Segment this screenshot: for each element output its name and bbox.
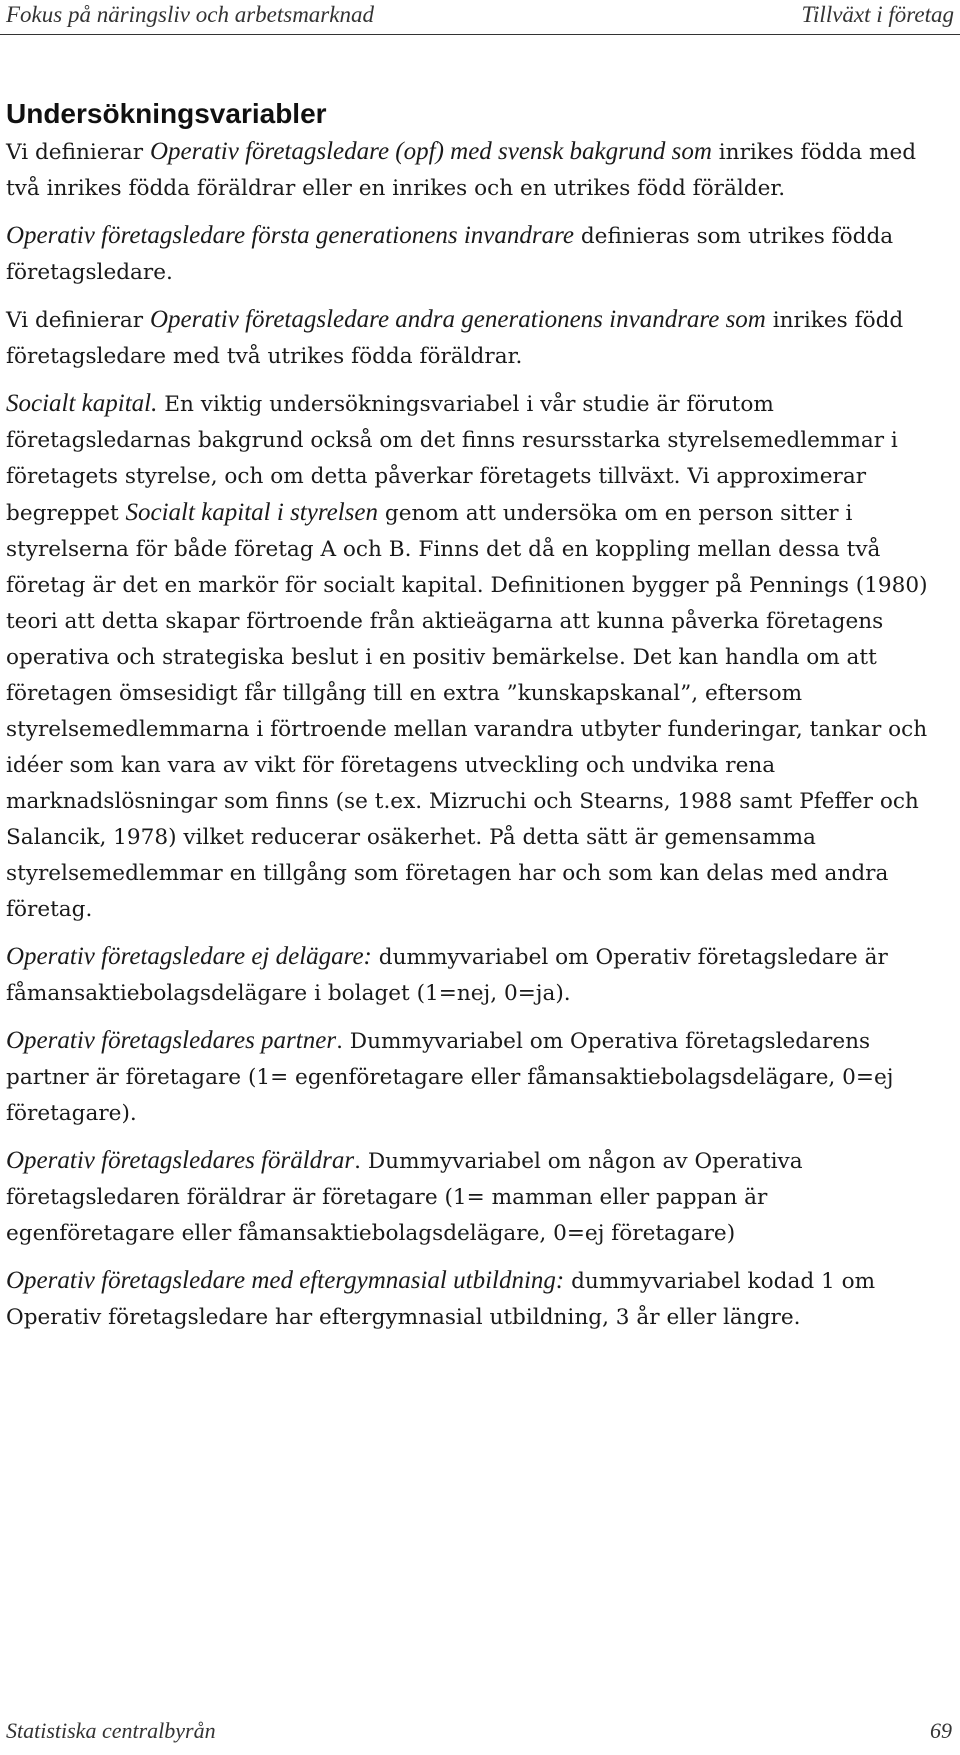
running-header <box>0 0 960 35</box>
paragraph-social-capital <box>6 386 942 928</box>
paragraph-variable-not-owner <box>6 939 942 1012</box>
text-run: Vi definierar <box>6 140 150 165</box>
text-run: . Dummyvariabel om någon av Operativa företagsledaren föräldrar är företagare (1= mamman eller pappan är egenföretagare eller fåmansaktiebolagsdelägare, 0=ej företagare) <box>6 1149 803 1246</box>
text-run: dummyvariabel om Operativ företagsledare är fåmansaktiebolagsdelägare i bolaget (1=nej, 0=ja). <box>6 945 888 1006</box>
body-text <box>6 134 942 1347</box>
term-italic: Operativ företagsledare första generationens invandrare <box>6 222 574 249</box>
paragraph-variable-parents <box>6 1143 942 1252</box>
term-italic: Operativ företagsledare andra generationens invandrare som <box>149 306 766 333</box>
text-run: genom att undersöka om en person sitter i styrelserna för både företag A och B. Finns det då en koppling mellan dessa två företag är det en markör för socialt kapital. Definitionen bygger på Pennings (1980) teori att detta skapar förtroende från aktieägarna att kunna påverka företagens operativa och strategiska beslut i en positiv bemärkelse. Det kan handla om att företagen ömsesidigt får tillgång till en extra ”kunskapskanal”, eftersom styrelsemedlemmarna i förtroende mellan varandra utbyter funderingar, tankar och idéer som kan vara av vikt för företagens utveckling och undvika rena marknadslösningar som finns (se t.ex. Mizruchi och Stearns, 1988 samt Pfeffer och Salancik, 1978) vilket reducerar osäkerhet. På detta sätt är gemensamma styrelsemedlemmar en tillgång som företagen har och som kan delas med andra företag. <box>6 501 928 922</box>
term-italic: Operativ företagsledare (opf) med svensk bakgrund som <box>149 138 712 165</box>
section-heading: Undersökningsvariabler <box>6 98 327 129</box>
paragraph-definition-swedish-background <box>6 134 942 207</box>
text-run: inrikes födda med två inrikes födda föräldrar eller en inrikes och en utrikes född förälder. <box>6 140 917 201</box>
page-footer <box>0 1712 960 1752</box>
text-run: dummyvariabel kodad 1 om Operativ företagsledare har eftergymnasial utbildning, 3 år eller längre. <box>6 1269 876 1330</box>
term-italic: Socialt kapital. <box>6 390 158 417</box>
paragraph-variable-education <box>6 1263 942 1336</box>
text-run: definieras som utrikes födda företagsledare. <box>6 224 894 285</box>
header-chapter-title: Tillväxt i företag <box>801 2 954 27</box>
text-run: Vi definierar <box>6 308 150 333</box>
page-number: 69 <box>930 1718 952 1743</box>
term-italic: Operativ företagsledare med eftergymnasial utbildning: <box>6 1267 565 1294</box>
term-italic: Socialt kapital i styrelsen <box>125 499 379 526</box>
term-italic: Operativ företagsledare ej delägare: <box>6 943 372 970</box>
text-run: . Dummyvariabel om Operativa företagsledarens partner är företagare (1= egenföretagare eller fåmansaktiebolagsdelägare, 0=ej företagare). <box>6 1029 894 1126</box>
footer-publisher: Statistiska centralbyrån <box>6 1718 216 1743</box>
paragraph-variable-partner <box>6 1023 942 1132</box>
header-publication-title: Fokus på näringsliv och arbetsmarknad <box>6 2 374 27</box>
text-run: inrikes född företagsledare med två utrikes födda föräldrar. <box>6 308 904 369</box>
text-run: En viktig undersökningsvariabel i vår studie är förutom företagsledarnas bakgrund också om det finns resursstarka styrelsemedlemmar i företagets styrelse, och om detta påverkar företagets tillväxt. Vi approximerar begreppet <box>6 392 898 526</box>
paragraph-definition-first-generation <box>6 218 942 291</box>
paragraph-definition-second-generation <box>6 302 942 375</box>
term-italic: Operativ företagsledares partner <box>6 1027 337 1054</box>
term-italic: Operativ företagsledares föräldrar <box>6 1147 355 1174</box>
